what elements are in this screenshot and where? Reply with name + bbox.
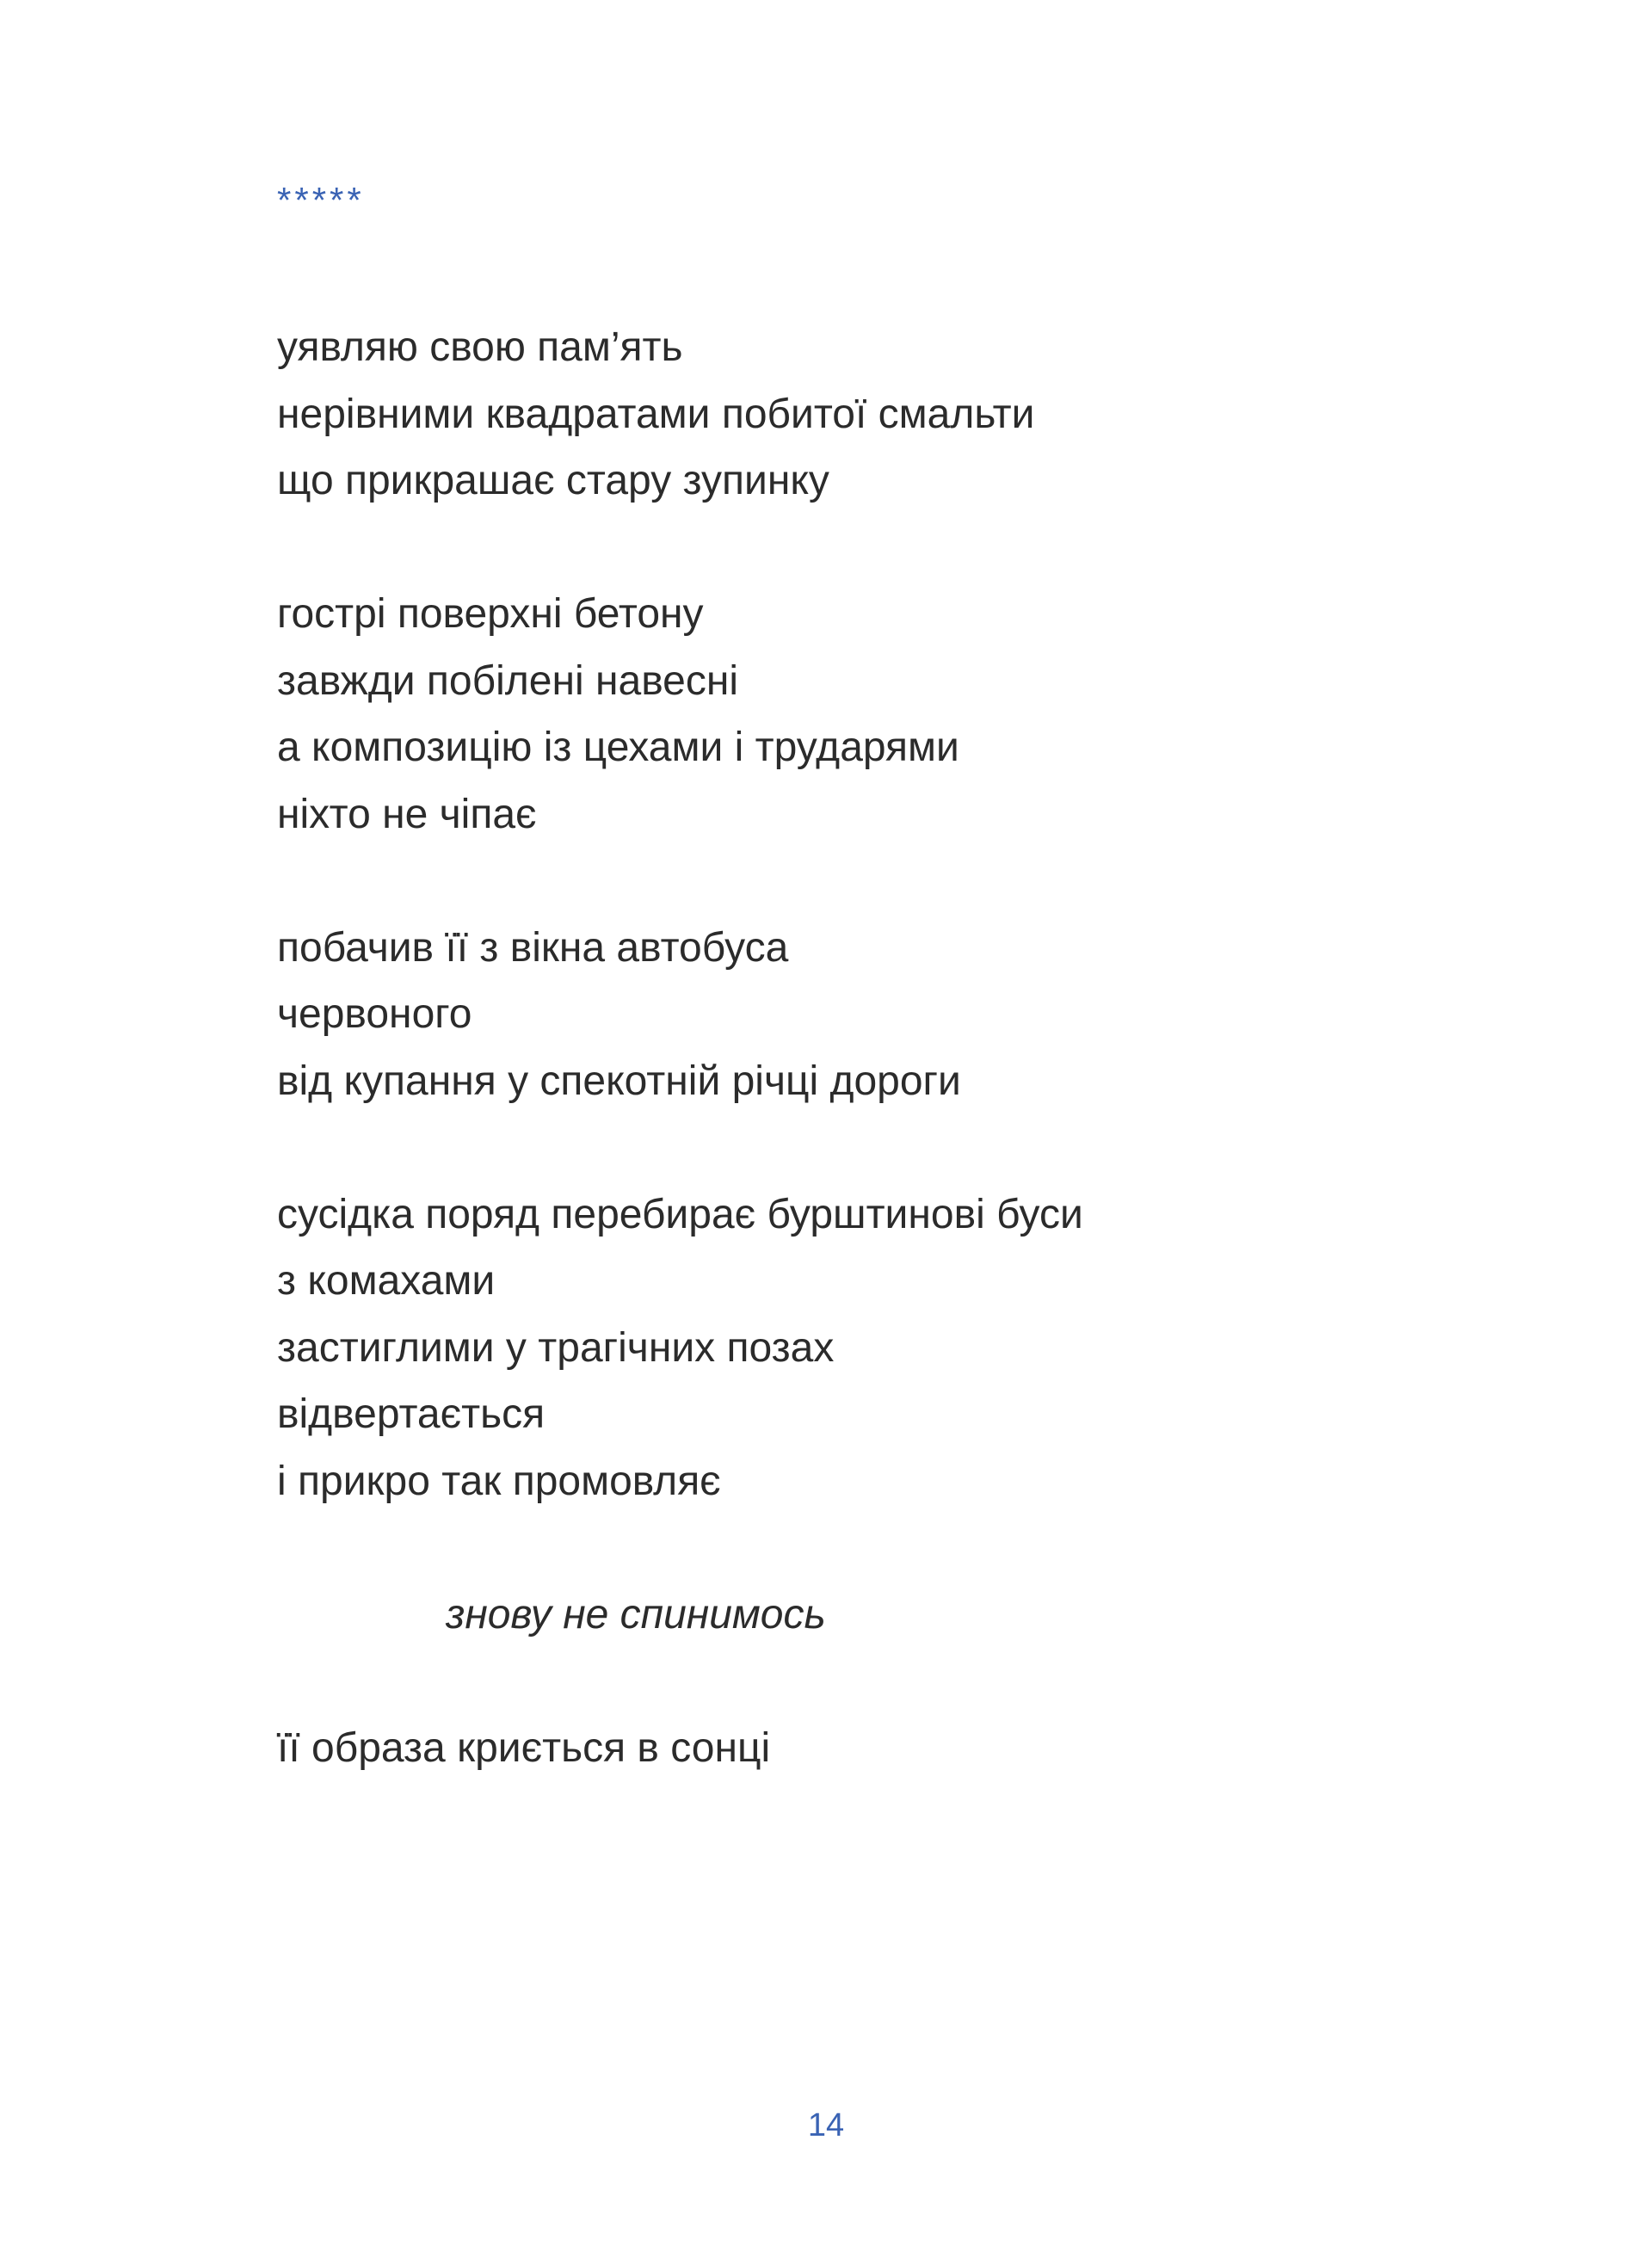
poem-line: уявляю свою пам’ять bbox=[277, 324, 683, 370]
poem-line: від купання у спекотній річці дороги bbox=[277, 1058, 961, 1104]
stanza-gap bbox=[277, 848, 1482, 915]
poem-line: завжди побілені навесні bbox=[277, 657, 739, 704]
poem-line: що прикрашає стару зупинку bbox=[277, 458, 829, 503]
poem-line: побачив її з вікна автобуса bbox=[277, 924, 789, 971]
page-number: 14 bbox=[807, 2107, 845, 2143]
poem-line: а композицію із цехами і трударями bbox=[277, 725, 959, 770]
stanza-gap bbox=[277, 1114, 1482, 1181]
stanza-gap bbox=[277, 1648, 1482, 1715]
poem-line: з комахами bbox=[277, 1258, 496, 1304]
poem bbox=[277, 314, 1482, 1781]
stanza-gap bbox=[277, 515, 1482, 582]
poem-line: червоного bbox=[277, 991, 472, 1037]
stanza-gap bbox=[277, 1514, 1482, 1582]
poem-line: її образа криється в сонці bbox=[277, 1724, 771, 1771]
poem-line: ніхто не чіпає bbox=[277, 791, 537, 837]
poem-line: і прикро так промовляє bbox=[277, 1458, 721, 1504]
poem-line: відвертається bbox=[277, 1391, 546, 1437]
poem-line: нерівними квадратами побитої смальти bbox=[277, 391, 1035, 437]
poem-line: сусідка поряд перебирає бурштинові буси bbox=[277, 1191, 1083, 1237]
poem-line-indented: знову не спинимось bbox=[446, 1591, 826, 1637]
section-mark: ***** bbox=[277, 180, 365, 220]
poem-line: гострі поверхні бетону bbox=[277, 591, 704, 637]
poem-line: застиглими у трагічних позах bbox=[277, 1324, 835, 1371]
